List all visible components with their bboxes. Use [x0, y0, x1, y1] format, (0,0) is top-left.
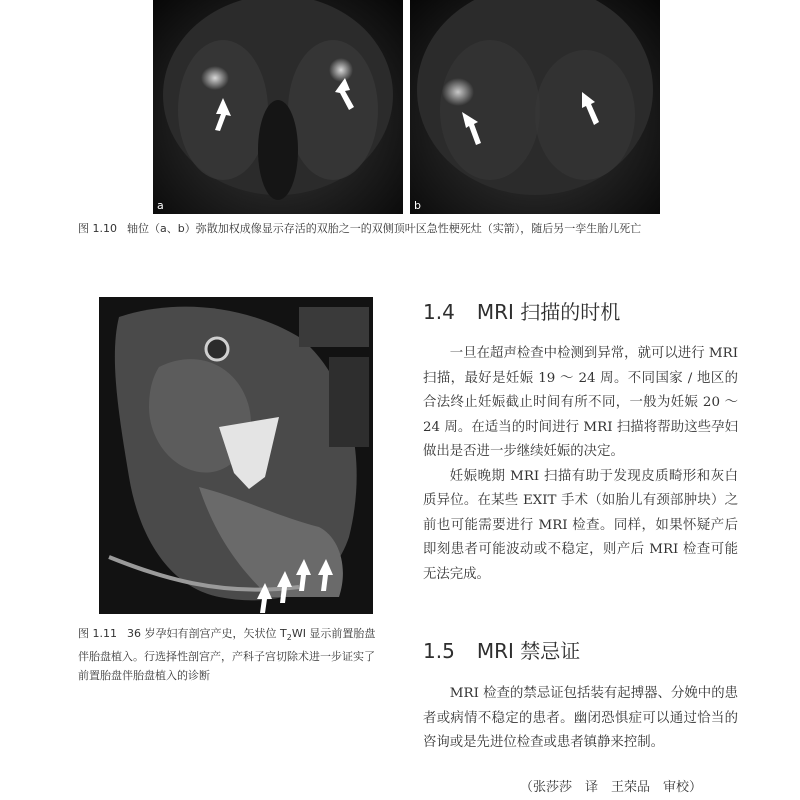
figure-1-10-caption: [78, 219, 750, 238]
section-title: MRI 扫描的时机: [476, 300, 621, 324]
paragraph: MRI 检查的禁忌证包括装有起搏器、分娩中的患者或病情不稳定的患者。幽闭恐惧症可以通过恰当的咨询或是先进位检查或患者镇静来控制。: [423, 686, 738, 750]
paragraph: 妊娠晚期 MRI 扫描有助于发现皮质畸形和灰白质异位。在某些 EXIT 手术（如胎儿有颈部肿块）之前也可能需要进行 MRI 检查。同样，如果怀疑产后即刻患者可能波动或不稳定，则产后 MRI 检查可能无法完成。: [423, 468, 738, 582]
mri-image-b: [410, 0, 660, 214]
section-title: MRI 禁忌证: [476, 639, 581, 663]
caption-text: 轴位（a、b）弥散加权成像显示存活的双胎之一的双侧顶叶区急性梗死灶（实箭），随后另一孪生胎儿死亡: [127, 222, 642, 235]
caption-text-before: 36 岁孕妇有剖宫产史，矢状位 T: [127, 627, 287, 640]
section-heading-1-4: [423, 296, 620, 325]
figure-1-11-image: [99, 297, 373, 614]
section-heading-1-5: [423, 635, 580, 664]
section-number: 1.5: [423, 639, 455, 663]
figure-number: 图 1.11: [78, 627, 117, 640]
figure-1-10-panel-a: [153, 0, 403, 214]
caption-text-after: WI 显示前置胎盘伴胎盘植入。行选择性剖宫产，产科子宫切除术进一步证实了前置胎盘伴胎盘植入的诊断: [78, 627, 376, 683]
translation-credit: （张莎莎 译 王荣品 审校）: [520, 780, 703, 795]
figure-number: 图 1.10: [78, 222, 117, 235]
mri-sagittal-image: [99, 297, 373, 614]
panel-label-a: a: [157, 199, 164, 212]
section-1-4-body: [423, 342, 738, 587]
figure-1-10-panel-b: [410, 0, 660, 214]
section-1-5-body: [423, 682, 738, 756]
panel-label-b: b: [414, 199, 421, 212]
section-number: 1.4: [423, 300, 455, 324]
paragraph: 一旦在超声检查中检测到异常，就可以进行 MRI 扫描，最好是妊娠 19 ～ 24 周。不同国家 / 地区的合法终止妊娠截止时间有所不同，一般为妊娠 20 ～ 24 周。在适当的时间进行 MRI 扫描将帮助这些孕妇做出是否进一步继续妊娠的决定。: [423, 346, 738, 459]
figure-1-11-caption: [78, 624, 380, 685]
caption-subscript: 2: [286, 633, 292, 643]
mri-image-a: [153, 0, 403, 214]
